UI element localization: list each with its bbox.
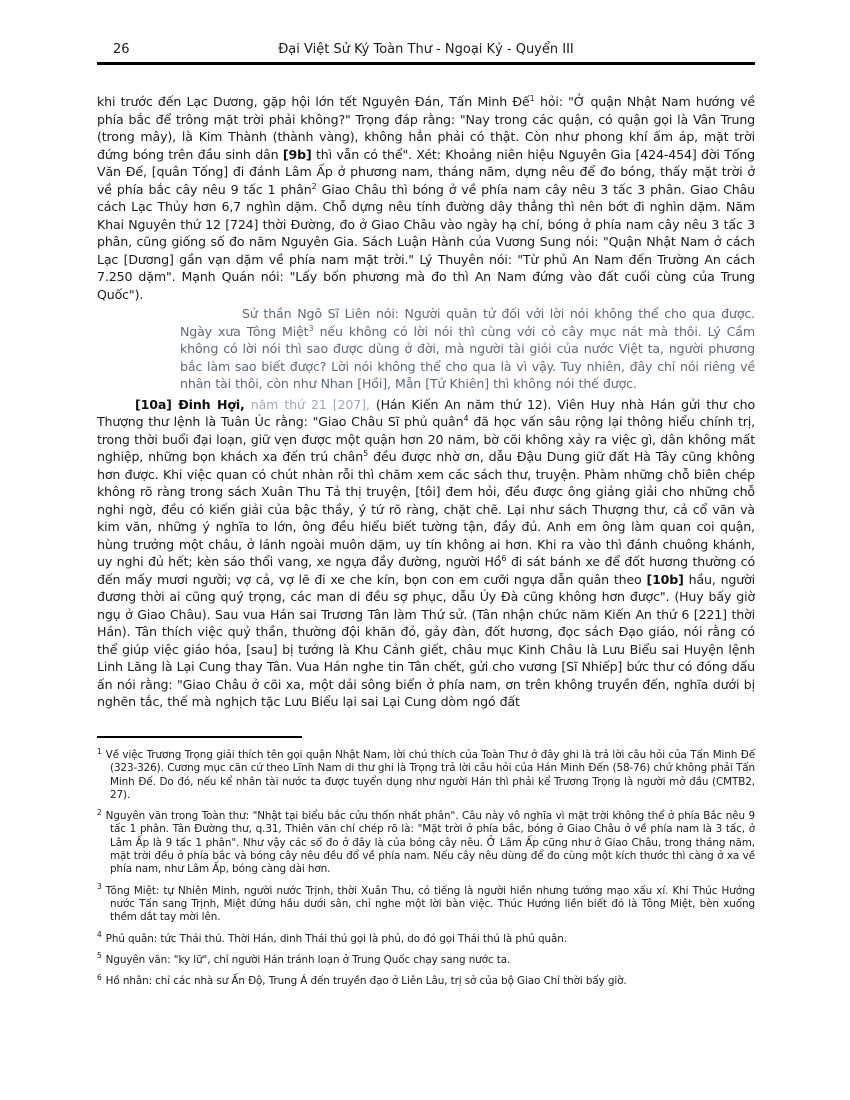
page-number: 26 <box>113 42 130 57</box>
footnote-text: Phủ quân: tức Thái thú. Thời Hán, dinh Thái thú gọi là phủ, do đó gọi Thái thú là phủ quân. <box>105 932 567 945</box>
text-run: khi trước đến Lạc Dương, gặp hội lớn tết Nguyên Đán, Tấn Minh Đế <box>97 94 530 109</box>
footnote-4 <box>97 930 755 946</box>
text-run: Giao Châu thì bóng ở về phía nam cây nêu 3 tấc 3 phân. Giao Châu cách Lạc Thủy hơn 6,7 nghìn dặm. Chỗ dựng nêu tính đường dây thẳng thì nên bớt đi nghìn dặm. Năm Khai Nguyên thứ 12 [724] thời Đường, đo ở Giao Châu vào ngày hạ chí, bóng ở phía nam cây nêu 3 tấc 3 phân, cũng giống số đo năm Nguyên Gia. Sách Luận Hành của Vương Sung nói: "Quận Nhật Nam ở cách Lạc [Dương] gần vạn dặm về phía nam mặt trời." Lý Thuyên nói: "Từ phủ An Nam đến Trường An cách 7.250 dặm". Mạnh Quán nói: "Lấy bốn phương mà đo thì An Nam đứng vào đất cuối cùng của Trung Quốc"). <box>97 181 755 302</box>
main-text <box>97 93 755 711</box>
entry-heading: [10a] Đinh Hợi, <box>135 396 245 412</box>
footnote-separator-rule <box>97 736 302 738</box>
footnote-ref-2: 2 <box>311 181 317 191</box>
text-run: đều được nhờ ơn, dẫu Đậu Dung giữ đất Hà Tây cũng không hơn được. Khi việc quan có chút nhàn rỗi thì chăm xem các sách thư, truyện. Phàm những chỗ biên chép không rõ ràng trong sách Xuân Thu Tả thị truyện, [tôi] đem hỏi, đều được ông giảng giải cho những chỗ nghi ngờ, đều có kiến giải của bậc thầy, ý tứ rõ ràng, chặt chẽ. Lại như sách Thượng thư, cả cổ văn và kim văn, những ý nghĩa to lớn, ông đều hiểu biết tường tận, đầy đủ. Anh em ông làm quan coi quận, hùng trưởng một châu, ở lánh ngoài muôn dặm, uy tín không ai hơn. Khi ra vào thì đánh chuông khánh, uy nghi đủ hết; kèn sáo thổi vang, xe ngựa đầy đường, người Hồ <box>97 449 756 569</box>
text-run: hỏi: "Ở quận Nhật Nam hướng về phía bắc để trông mặt trời phải không?" Trọng đáp rằng: "Nay trong các quận, có quận gọi là Vân Trung (trong mây), là Kim Thành (thành vàng), không hẳn phải có thật. Còn như phong khí ấm áp, mặt trời đứng bóng trên đầu sinh dân <box>97 94 755 162</box>
text-run: hầu, người đương thời ai cũng quý trọng, các man di đều sợ phục, dẫu Úy Đà cũng không hơn được". (Huy bấy giờ ngụ ở Giao Châu). Sau vua Hán sai Trương Tân làm Thứ sử. (Tân nhận chức năm Kiến An thứ 6 [221] thời Hán). Tân thích việc quỷ thần, thường đội khăn đỏ, gảy đàn, đốt hương, đọc sách Đạo giáo, nói rằng có thể giúp việc giáo hóa, [sau] bị tướng là Khu Cảnh giết, châu mục Kinh Châu là Lưu Biểu sai Huyện lệnh Linh Lăng là Lại Cung thay Tân. Vua Hán nghe tin Tân chết, gửi cho vương [Sĩ Nhiếp] bức thư có đóng dấu ấn nói rằng: "Giao Châu ở cõi xa, một dải sông biển ở phía nam, ơn trên không truyền đến, nghĩa dưới bị nghẽn tắc, thế mà nghịch tặc Lưu Biểu lại sai Lại Cung dòm ngó đất <box>97 571 755 709</box>
text-run: đi sát bánh xe để đốt hương thường có đến mấy mươi người; vợ cả, vợ lẽ đi xe che kín, bọn con em cưỡi ngựa dẫn quân theo <box>97 554 755 587</box>
footnote-3 <box>97 882 755 925</box>
text-run: đã học vấn sâu rộng lại thông hiểu chính trị, trong thời buổi đại loạn, giữ vẹn được một quận hơn 20 năm, bờ cõi không xảy ra việc gì, dân không mất nghiệp, những bọn khách xa đến trú chân <box>97 414 755 464</box>
footnotes-section <box>97 736 755 996</box>
footnote-ref-1: 1 <box>529 93 535 103</box>
year-label: năm thứ 21 [207], <box>244 396 376 412</box>
footnote-number: 5 <box>97 951 102 961</box>
text-run: Sử thần Ngô Sĩ Liên nói: Người quân tử đối với lời nói không thể cho qua được. Ngày xưa Tông Miệt <box>180 306 755 339</box>
folio-marker-9b: [9b] <box>282 146 312 162</box>
text-run: (Hán Kiến An năm thứ 12). Viên Huy nhà Hán gửi thư cho Thượng thư lệnh là Tuân Úc rằng: "Giao Châu Sĩ phủ quân <box>97 396 755 429</box>
footnote-text: Nguyên văn trong Toàn thư: "Nhật tại biểu bắc cửu thốn nhất phân". Câu này vô nghĩa vì mặt trời không thể ở phía Bắc nêu 9 tấc 1 phân. Tân Đường thư, q.31, Thiên văn chí chép rõ là: "Mặt trời ở phía bắc, bóng ở Giao Châu ở về phía nam là 3 tấc, ở Lâm Ấp là 9 tấc 1 phân". Như vậy các số đo ở đây là của bóng cây nêu. Ở Lâm Ấp cũng như ở Giao Châu, trong tháng năm, mặt trời đều ở phía bắc và bóng cây nêu đều đổ về phía nam. Nếu cây nêu dùng để đo cùng một kích thước thì càng ở xa về phía nam, như Lâm Ấp, bóng càng dài hơn. <box>105 810 755 876</box>
footnote-text: Hồ nhân: chỉ các nhà sư Ấn Độ, Trung Á đến truyền đạo ở Liên Lâu, trị sở của bộ Giao Chỉ thời bấy giờ. <box>105 975 627 988</box>
folio-marker-10b: [10b] <box>646 571 684 587</box>
footnote-ref-4: 4 <box>463 413 469 423</box>
footnote-text: Tông Miệt: tự Nhiên Minh, người nước Trịnh, thời Xuân Thu, có tiếng là người hiền nhưng tướng mạo xấu xí. Khi Thúc Hướng nước Tấn sang Trịnh, Miệt đứng hầu dưới sân, chỉ nghe một lời bàn việc. Thúc Hướng liền biết đó là Tông Miệt, bèn xuống thềm dắt tay mời lên. <box>105 884 755 924</box>
page-title: Đại Việt Sử Ký Toàn Thư - Ngoại Kỷ - Quyển III <box>278 42 574 57</box>
footnote-6 <box>97 972 755 988</box>
text-run: nếu không có lời nói thì cùng với cỏ cây mục nát mà thôi. Lý Cầm không có lời nói thì sao được dùng ở đời, mà người tài giỏi của nước Việt ta, người phương bắc làm sao biết được? Lời nói không thể cho qua là vì vậy. Tuy nhiên, đây chỉ nói riêng về nhân tài thôi, còn như Nhan [Hồi], Mẫn [Tử Khiên] thì không nói thế được. <box>180 323 755 391</box>
footnote-text: Về việc Trương Trọng giải thích tên gọi quận Nhật Nam, lời chú thích của Toàn Thư ở đây ghi là trả lời câu hỏi của Tấn Minh Đế (323-326). Cương mục căn cứ theo Lĩnh Nam di thư ghi là Trọng trả lời câu hỏi của Hán Minh Đến (58-76) chứ không phải Tấn Minh Đế. Do đó, nếu kể nhân tài nước ta được tuyển dụng như người Hán thì phải kể Trương Trọng là người mở đầu (CMTB2, 27). <box>105 749 755 801</box>
footnote-number: 6 <box>97 972 102 982</box>
footnote-5 <box>97 951 755 967</box>
text-run: thì vẫn có thể". Xét: Khoảng niên hiệu Nguyên Gia [424-454] đời Tống Văn Đế, [quân Tống] đi đánh Lâm Ấp ở phương nam, tháng năm, dựng nêu để đo bóng, thấy mặt trời ở về phía bắc cây nêu 9 tấc 1 phân <box>97 146 755 197</box>
footnote-ref-5: 5 <box>363 448 369 458</box>
footnote-number: 3 <box>97 882 102 892</box>
footnote-2 <box>97 807 755 876</box>
footnote-number: 1 <box>97 746 102 756</box>
footnote-ref-3: 3 <box>308 323 314 333</box>
paragraph-continuation <box>97 93 755 303</box>
page-header <box>97 42 755 58</box>
paragraph-10a <box>97 396 755 711</box>
footnote-text: Nguyên văn: "ky lữ", chỉ người Hán tránh loạn ở Trung Quốc chạy sang nước ta. <box>105 953 511 966</box>
historian-commentary <box>180 305 755 393</box>
footnote-1 <box>97 746 755 802</box>
header-rule <box>97 62 755 65</box>
footnote-ref-6: 6 <box>501 553 507 563</box>
footnote-number: 2 <box>97 807 102 817</box>
footnote-number: 4 <box>97 930 102 940</box>
